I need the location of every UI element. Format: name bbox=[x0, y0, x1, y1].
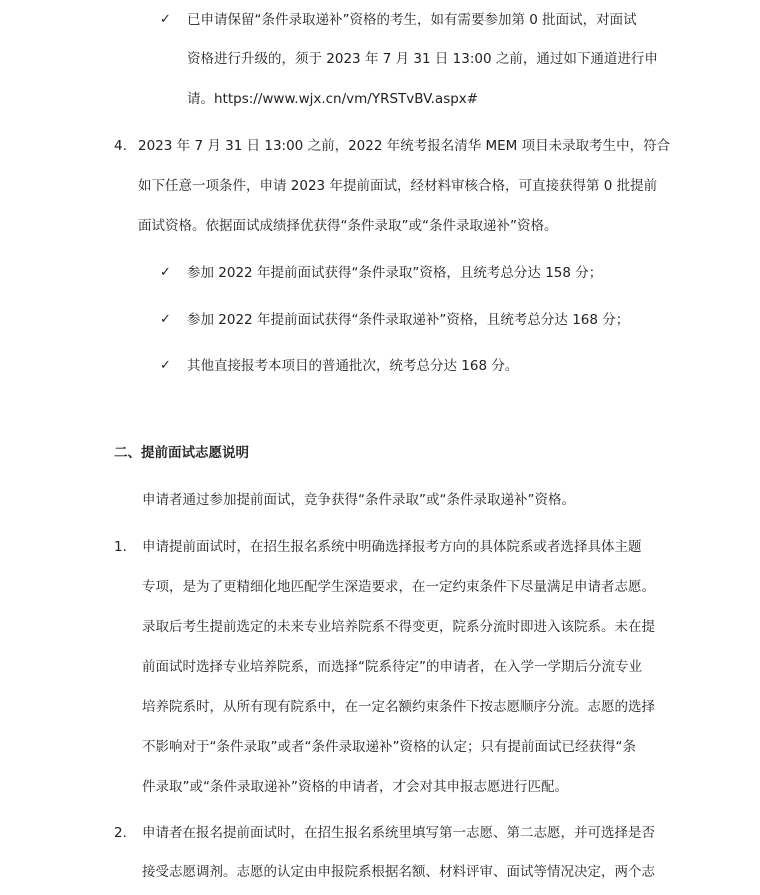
list-number: 4. bbox=[114, 138, 127, 154]
list-item-line: 录取后考生提前选定的未来专业培养院系不得变更，院系分流时即进入该院系。未在提 bbox=[142, 619, 655, 635]
checkmark-icon: ✓ bbox=[160, 358, 171, 373]
list-item-line: 不影响对于“条件录取”或者“条件录取递补”资格的认定；只有提前面试已经获得“条 bbox=[142, 739, 636, 755]
section-heading: 二、提前面试志愿说明 bbox=[114, 445, 249, 461]
section-intro: 申请者通过参加提前面试，竞争获得“条件录取”或“条件录取递补”资格。 bbox=[142, 492, 575, 508]
bullet-text-line: 请。https://www.wjx.cn/vm/YRSTvBV.aspx# bbox=[187, 91, 479, 107]
list-item-line: 接受志愿调剂。志愿的认定由申报院系根据名额、材料评审、面试等情况决定，两个志 bbox=[142, 864, 655, 880]
list-item-line: 申请者在报名提前面试时，在招生报名系统里填写第一志愿、第二志愿，并可选择是否 bbox=[142, 825, 655, 841]
bullet-text-line: 参加 2022 年提前面试获得“条件录取”资格，且统考总分达 158 分； bbox=[187, 265, 603, 281]
list-item-line: 面试资格。依据面试成绩择优获得“条件录取”或“条件录取递补”资格。 bbox=[138, 218, 558, 234]
checkmark-icon: ✓ bbox=[160, 265, 171, 280]
list-item-line: 2023 年 7 月 31 日 13:00 之前，2022 年统考报名清华 MEM 项目未录取考生中，符合 bbox=[138, 138, 671, 154]
list-item-line: 专项，是为了更精细化地匹配学生深造要求，在一定约束条件下尽量满足申请者志愿。 bbox=[142, 579, 655, 595]
list-item-line: 如下任意一项条件，申请 2023 年提前面试，经材料审核合格，可直接获得第 0 批提前 bbox=[138, 178, 658, 194]
list-number: 2. bbox=[114, 825, 127, 841]
bullet-text-line: 参加 2022 年提前面试获得“条件录取递补”资格，且统考总分达 168 分； bbox=[187, 312, 630, 328]
bullet-text-line: 已申请保留“条件录取递补”资格的考生，如有需要参加第 0 批面试，对面试 bbox=[187, 12, 637, 28]
checkmark-icon: ✓ bbox=[160, 312, 171, 327]
list-number: 1. bbox=[114, 539, 127, 555]
list-item-line: 件录取”或“条件录取递补”资格的申请者，才会对其申报志愿进行匹配。 bbox=[142, 779, 568, 795]
bullet-text-line: 资格进行升级的，须于 2023 年 7 月 31 日 13:00 之前，通过如下通道进行申 bbox=[187, 51, 658, 67]
bullet-text-line: 其他直接报考本项目的普通批次，统考总分达 168 分。 bbox=[187, 358, 519, 374]
list-item-line: 申请提前面试时，在招生报名系统中明确选择报考方向的具体院系或者选择具体主题 bbox=[142, 539, 642, 555]
list-item-line: 培养院系时，从所有现有院系中，在一定名额约束条件下按志愿顺序分流。志愿的选择 bbox=[142, 699, 655, 715]
list-item-line: 前面试时选择专业培养院系，而选择“院系待定”的申请者，在入学一学期后分流专业 bbox=[142, 659, 642, 675]
checkmark-icon: ✓ bbox=[160, 12, 171, 27]
